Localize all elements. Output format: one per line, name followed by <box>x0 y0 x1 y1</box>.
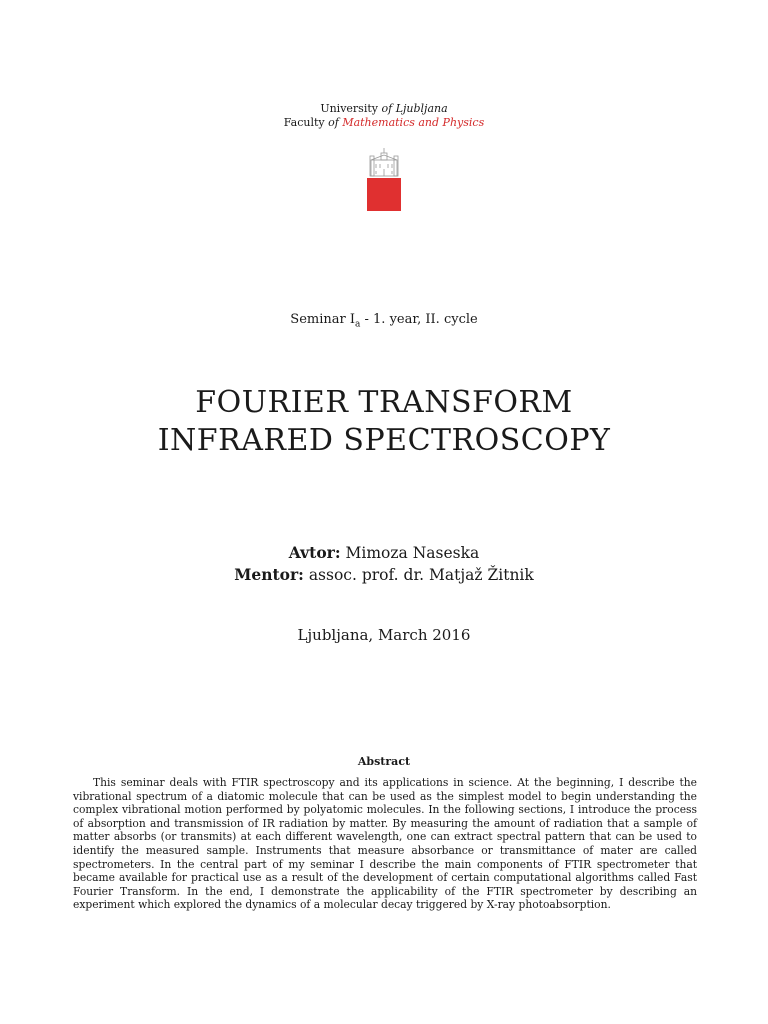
mentor-line: Mentor: assoc. prof. dr. Matjaž Žitnik <box>234 565 534 584</box>
place-date: Ljubljana, March 2016 <box>297 626 471 644</box>
faculty-name: Mathematics and Physics <box>342 116 485 129</box>
author-line: Avtor: Mimoza Naseska <box>288 543 480 562</box>
university-line: University of Ljubljana <box>320 102 448 115</box>
university-name: Ljubljana <box>395 102 448 115</box>
university-header <box>0 102 768 130</box>
paper-title: FOURIER TRANSFORM INFRARED SPECTROSCOPY <box>157 385 611 458</box>
authors-block <box>0 542 768 586</box>
abstract-heading: Abstract <box>357 755 411 768</box>
abstract-text: This seminar deals with FTIR spectroscopy and its applications in science. At the beginning, I describe the vibrational spectrum of a diatomic molecule that can be used as the simplest model to begin understanding the complex vibrational motion performed by polyatomic molecules. In the following sections, I introduce the process of absorption and transmission of IR radiation by matter. By measuring the amount of radiation that a sample of matter absorbs (or transmits) at each different wavelength, one can extract spectral pattern that can be used to identify the measured sample. Instruments that measure absorbance or transmittance of mater are called spectrometers. In the central part of my seminar I describe the main components of FTIR spectrometer that became available for practical use as a result of the development of certain computational algorithms called Fast Fourier Transform. In the end, I demonstrate the applicability of the FTIR spectrometer by describing an experiment which explored the dynamics of a molecular decay triggered by X-ray photoabsorption. <box>73 776 697 912</box>
seminar-info: Seminar $I_a - 1$. year, II. cycle <box>290 312 478 330</box>
faculty-line: Faculty of Mathematics and Physics <box>283 116 485 129</box>
university-logo-icon <box>367 147 401 211</box>
